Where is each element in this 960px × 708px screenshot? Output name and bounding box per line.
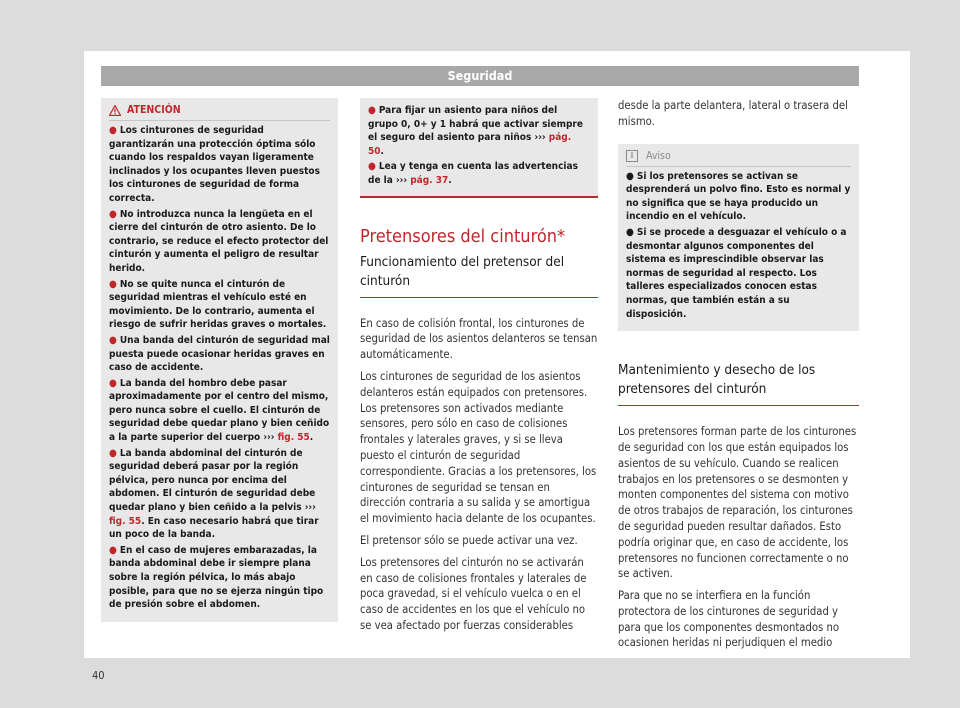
paragraph: Los pretensores del cinturón no se activarán en caso de colisiones frontales y laterales de poca gravedad, si el vehículo vuelca o en el caso de accidentes en los que el vehículo no se vea afectado por fuerzas considerables bbox=[360, 555, 587, 632]
column-right bbox=[618, 98, 859, 657]
column-left bbox=[101, 98, 338, 622]
paragraph: Para que no se interfiera en la función protectora de los cinturones de seguridad y para que los componentes desmontados no ocasionen heridas ni perjudiquen el medio bbox=[618, 589, 839, 650]
column-middle bbox=[360, 98, 598, 640]
paragraph: El pretensor sólo se puede activar una vez. bbox=[360, 533, 578, 547]
paragraph: Los cinturones de seguridad de los asientos delanteros están equipados con pretensores. Los pretensores son activados mediante sensores, pero sólo en caso de colisiones frontales y laterales graves, y si se lleva puesto el cinturón de seguridad correspondiente. Gracias a los pretensores, los cinturones de seguridad se tensan en dirección contraria a su salida y se amortigua el movimiento hacia delante de los ocupantes. bbox=[360, 369, 597, 526]
paragraph: desde la parte delantera, lateral o trasera del mismo. bbox=[618, 99, 848, 128]
manual-page bbox=[84, 51, 910, 682]
page-number: 40 bbox=[92, 669, 105, 682]
info-icon: i bbox=[626, 150, 638, 162]
warning-box bbox=[101, 98, 338, 622]
list-item: ● En el caso de mujeres embarazadas, la banda abdominal debe ir siempre plana sobre la región pélvica, lo más abajo posible, para que no se ejerza ningún tipo de presión sobre el abdomen. bbox=[109, 544, 324, 611]
list-item: ● Los cinturones de seguridad garantizarán una protección óptima sólo cuando los respaldos vayan ligeramente inclinados y los ocupantes lleven puestos los cinturones de seguridad de forma correcta. bbox=[109, 125, 320, 204]
section-title: Pretensores del cinturón* bbox=[360, 225, 566, 247]
list-item: ● La banda del hombro debe pasar aproximadamente por el centro del mismo, pero nunca sobre el cuello. El cinturón de seguridad debe quedar plano y bien ceñido a la parte superior del cuerpo ››› fig. 55. bbox=[109, 377, 330, 444]
warning-triangle-icon bbox=[109, 105, 121, 116]
section-subtitle: Funcionamiento del pretensor del cinturón bbox=[360, 253, 598, 298]
list-item: ● No se quite nunca el cinturón de seguridad mientras el vehículo esté en movimiento. De lo contrario, aumenta el riesgo de sufrir heridas graves o mortales. bbox=[109, 278, 327, 331]
fig-link[interactable]: fig. 55 bbox=[109, 515, 142, 527]
list-item: ● Si se procede a desguazar el vehículo o a desmontar algunos componentes del sistema es imprescindible observar las normas de seguridad al respecto. Los talleres especializados conocen estas normas, que también están a su disposición. bbox=[626, 226, 847, 320]
page-link[interactable]: pág. 50 bbox=[368, 132, 572, 157]
page-link[interactable]: pág. 37 bbox=[410, 174, 449, 186]
section-subtitle: Mantenimiento y desecho de los pretensores del cinturón bbox=[618, 361, 859, 406]
list-item: ● Una banda del cinturón de seguridad mal puesta puede ocasionar heridas graves en caso de accidente. bbox=[109, 334, 330, 374]
notice-title: i Aviso bbox=[626, 150, 851, 162]
page-header: Seguridad bbox=[101, 66, 859, 86]
warning-title: ATENCIÓN bbox=[109, 104, 330, 116]
list-item: ● La banda abdominal del cinturón de seguridad deberá pasar por la región pélvica, pero nunca por encima del abdomen. El cinturón de seguridad debe quedar plano y bien ceñido a la pelvis ››› fig. 55. En caso necesario habrá que tirar un poco de la banda. bbox=[109, 447, 319, 541]
paragraph: Los pretensores forman parte de los cinturones de seguridad con los que están equipados los asientos de su vehículo. Cuando se realicen trabajos en los pretensores o se desmonten y monten componentes del sistema con motivo de otros trabajos de reparación, los cinturones de seguridad pueden resultar dañados. Esto podría originar que, en caso de accidente, los pretensores no funcionen correctamente o no se activen. bbox=[618, 425, 857, 581]
list-item: ● Lea y tenga en cuenta las advertencias de la ››› pág. 37. bbox=[368, 161, 578, 186]
list-item: ● Para fijar un asiento para niños del grupo 0, 0+ y 1 habrá que activar siempre el seguro del asiento para niños ››› pág. 50. bbox=[368, 105, 583, 157]
notice-box bbox=[618, 144, 859, 332]
divider bbox=[626, 166, 851, 167]
divider bbox=[109, 120, 330, 121]
list-item: ● Si los pretensores se activan se desprenderá un polvo fino. Esto es normal y no significa que se haya producido un incendio en el vehículo. bbox=[626, 170, 851, 223]
paragraph: En caso de colisión frontal, los cinturones de seguridad de los asientos delanteros se tensan automáticamente. bbox=[360, 316, 598, 362]
fig-link[interactable]: fig. 55 bbox=[277, 432, 310, 444]
note-box bbox=[360, 98, 598, 198]
list-item: ● No introduzca nunca la lengüeta en el cierre del cinturón de otro asiento. De lo contrario, se reduce el efecto protector del cinturón y aumenta el peligro de resultar herido. bbox=[109, 208, 329, 274]
